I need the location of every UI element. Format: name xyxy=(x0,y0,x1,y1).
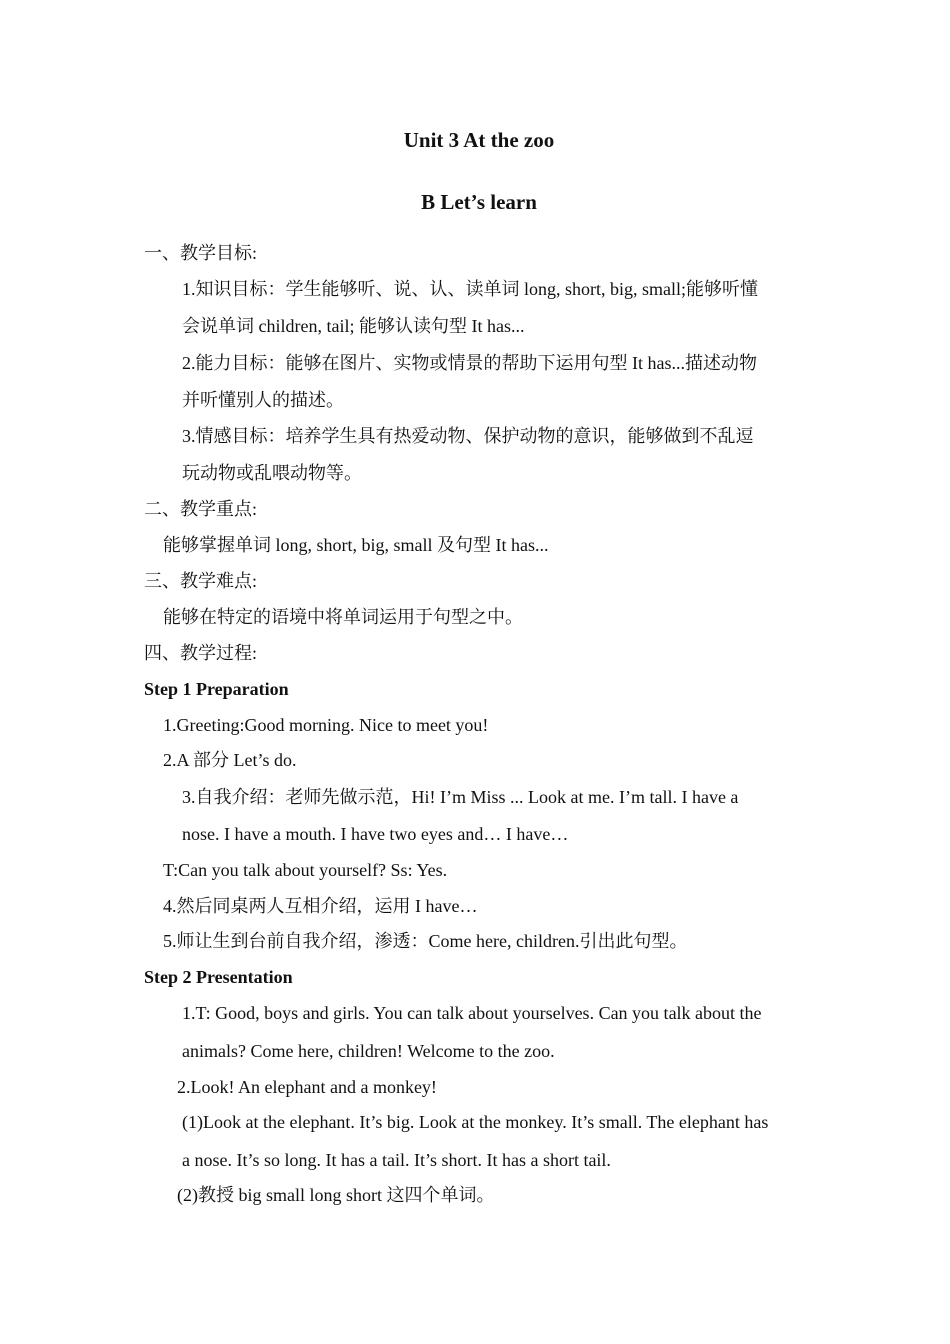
step1-dialog: T:Can you talk about yourself? Ss: Yes. xyxy=(163,860,448,880)
step2-sub1-line1: (1)Look at the elephant. It’s big. Look at the monkey. It’s small. The elephant has xyxy=(182,1112,769,1132)
step1-item3-line2: nose. I have a mouth. I have two eyes and… I have… xyxy=(182,824,569,844)
step2-item2: 2.Look! An elephant and a monkey! xyxy=(177,1077,437,1097)
document-subtitle: B Let’s learn xyxy=(421,190,537,214)
document-title: Unit 3 At the zoo xyxy=(403,128,555,152)
section-heading-key-points: 二、教学重点: xyxy=(144,499,258,519)
section-heading-difficulties: 三、教学难点: xyxy=(144,571,258,591)
step2-sub2: (2)教授 big small long short 这四个单词。 xyxy=(177,1185,495,1205)
objective-ability-line1: 2.能力目标：能够在图片、实物或情景的帮助下运用句型 It has...描述动物 xyxy=(182,353,757,373)
step1-heading: Step 1 Preparation xyxy=(144,679,289,699)
key-points-text: 能够掌握单词 long, short, big, small 及句型 It has... xyxy=(163,535,549,555)
objective-emotion-line2: 玩动物或乱喂动物等。 xyxy=(182,463,362,483)
difficulties-text: 能够在特定的语境中将单词运用于句型之中。 xyxy=(163,607,523,627)
section-heading-process: 四、教学过程: xyxy=(144,643,258,663)
objective-emotion-line1: 3.情感目标：培养学生具有热爱动物、保护动物的意识，能够做到不乱逗 xyxy=(182,426,754,446)
objective-knowledge-line2: 会说单词 children, tail; 能够认读句型 It has... xyxy=(182,316,525,336)
step2-item1-line1: 1.T: Good, boys and girls. You can talk about yourselves. Can you talk about the xyxy=(182,1003,762,1023)
section-heading-objectives: 一、教学目标: xyxy=(144,243,258,263)
step1-item1: 1.Greeting:Good morning. Nice to meet you! xyxy=(163,715,489,735)
step2-heading: Step 2 Presentation xyxy=(144,967,293,987)
objective-ability-line2: 并听懂别人的描述。 xyxy=(182,390,344,410)
step1-item4: 4.然后同桌两人互相介绍，运用 I have… xyxy=(163,896,478,916)
step1-item3-line1: 3.自我介绍：老师先做示范，Hi! I’m Miss ... Look at me. I’m tall. I have a xyxy=(182,787,739,807)
step1-item5: 5.师让生到台前自我介绍，渗透：Come here, children.引出此句型。 xyxy=(163,931,688,951)
step1-item2: 2.A 部分 Let’s do. xyxy=(163,750,297,770)
objective-knowledge-line1: 1.知识目标：学生能够听、说、认、读单词 long, short, big, small;能够听懂 xyxy=(182,279,758,299)
step2-item1-line2: animals? Come here, children! Welcome to the zoo. xyxy=(182,1041,555,1061)
step2-sub1-line2: a nose. It’s so long. It has a tail. It’s short. It has a short tail. xyxy=(182,1150,611,1170)
